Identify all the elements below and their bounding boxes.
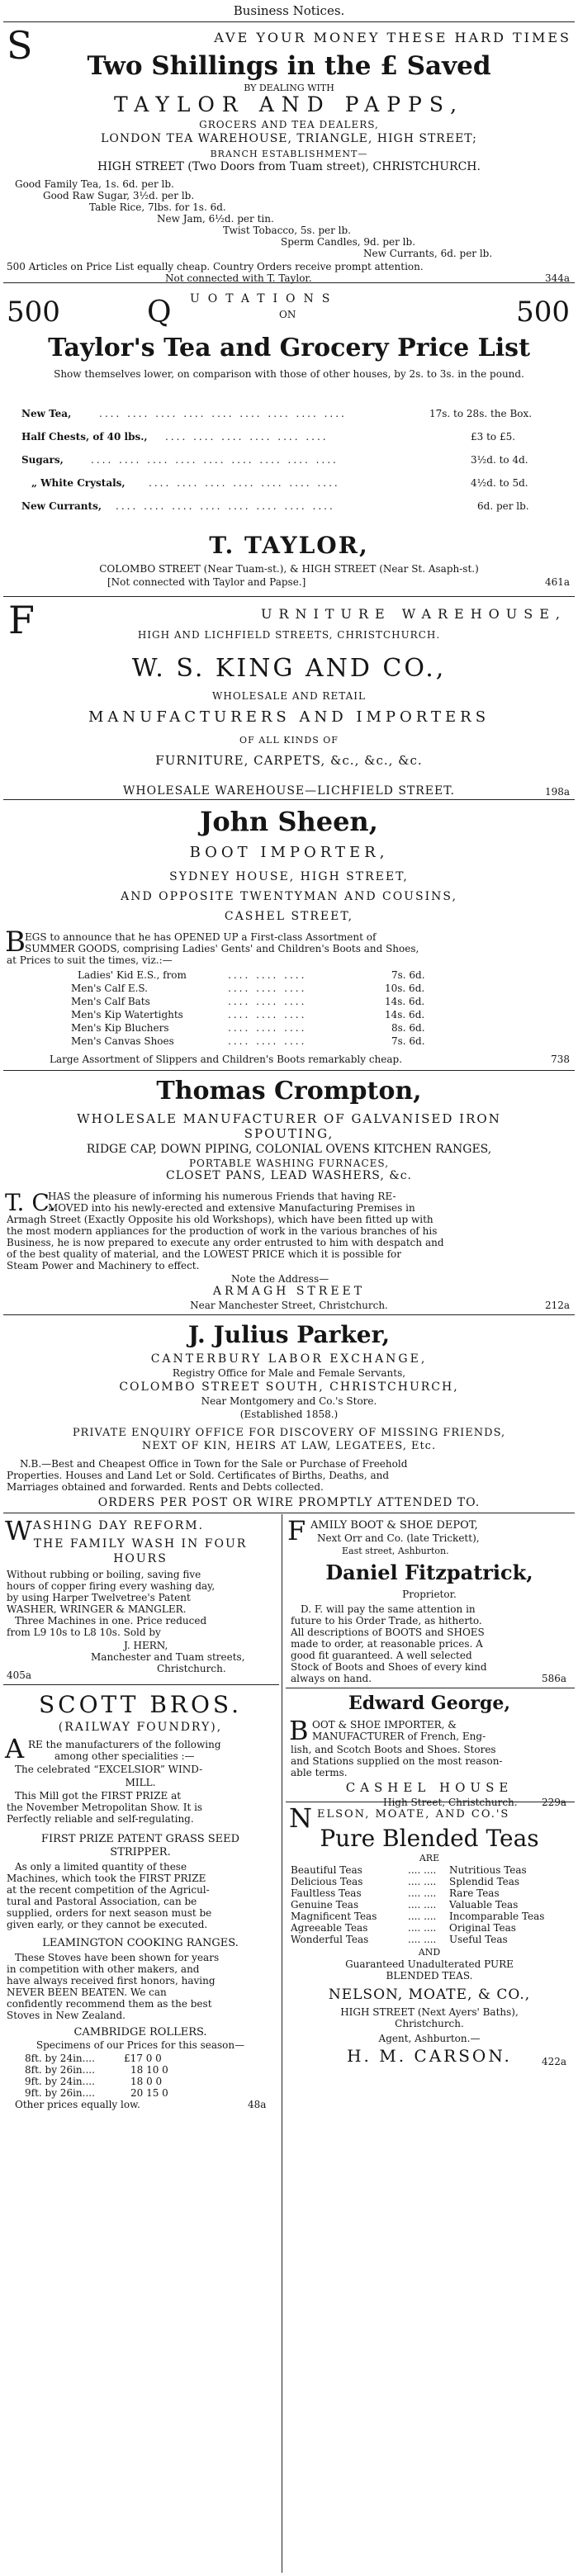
are-label: ARE xyxy=(419,1853,440,1863)
item: 9ft. by 24in.... xyxy=(25,2076,95,2087)
drop-cap: F xyxy=(8,598,35,642)
leader-dots: .... .... .... xyxy=(228,1009,307,1020)
drop-cap: B xyxy=(5,926,26,959)
trade: CLOSET PANS, LEAD WASHERS, &c. xyxy=(166,1169,412,1182)
body-text: MANUFACTURER of French, Eng- xyxy=(312,1731,486,1742)
title: Two Shillings in the £ Saved xyxy=(87,51,491,81)
subtitle: OF ALL KINDS OF xyxy=(239,735,339,746)
body-text: have always received first honors, having xyxy=(7,1975,216,1986)
headline: URNITURE WAREHOUSE, xyxy=(260,606,566,622)
firm-name: T. TAYLOR, xyxy=(209,532,369,559)
leader-dots: .... .... xyxy=(408,1922,437,1934)
leader-dots: .... .... .... .... .... .... xyxy=(165,431,329,443)
tea-item: Genuine Teas xyxy=(291,1899,359,1911)
ad-taylor-papps xyxy=(0,23,578,284)
section-heading: STRIPPER. xyxy=(110,1846,171,1859)
leader-dots: .... .... .... .... .... .... .... .... xyxy=(116,500,335,512)
body-text: The celebrated “EXCELSIOR” WIND- xyxy=(15,1764,203,1775)
tea-item: Original Teas xyxy=(449,1922,516,1934)
address: SYDNEY HOUSE, HIGH STREET, xyxy=(169,870,409,883)
ad-nelson-moate xyxy=(284,1803,575,2546)
trade: PORTABLE WASHING FURNACES, xyxy=(188,1158,390,1169)
body-text: Perfectly reliable and self-regulating. xyxy=(7,1813,194,1825)
body-text: Specimens of our Prices for this season— xyxy=(36,2039,245,2051)
item: Men's Kip Watertights xyxy=(71,1009,183,1020)
trade: SPOUTING, xyxy=(244,1126,334,1141)
item: „ White Crystals, xyxy=(31,477,126,489)
subtitle: WHOLESALE AND RETAIL xyxy=(212,690,366,702)
headline: HOURS xyxy=(113,1552,168,1565)
drop-cap: F xyxy=(287,1515,306,1546)
body-text: of the best quality of material, and the LOWEST PRICE which it is possible for xyxy=(7,1248,401,1260)
price: £3 to £5. xyxy=(471,431,516,443)
body-text: SUMMER GOODS, comprising Ladies' Gents' and Children's Boots and Shoes, xyxy=(25,943,419,954)
and-label: AND xyxy=(418,1947,441,1958)
subtitle: MANUFACTURERS AND IMPORTERS xyxy=(88,708,490,726)
intro: Show themselves lower, on comparison with those of other houses, by 2s. to 3s. in the pound. xyxy=(54,368,524,380)
price: 18 10 0 xyxy=(130,2064,168,2076)
ad-code: 586a xyxy=(541,1673,566,1684)
price: 14s. 6d. xyxy=(385,996,425,1007)
divider xyxy=(3,21,575,22)
address: AND OPPOSITE TWENTYMAN AND COUSINS, xyxy=(121,890,457,903)
item: 9ft. by 26in.... xyxy=(25,2087,95,2099)
leader-dots: .... .... xyxy=(408,1899,437,1911)
address: COLOMBO STREET SOUTH, CHRISTCHURCH, xyxy=(119,1380,459,1394)
address: Near Montgomery and Co.'s Store. xyxy=(201,1395,377,1407)
body-text: MOVED into his newly-erected and extensive Manufacturing Premises in xyxy=(48,1202,415,1214)
address: LONDON TEA WAREHOUSE, TRIANGLE, HIGH STREET; xyxy=(101,132,477,145)
body-text: and Stations supplied on the most reason- xyxy=(291,1755,503,1767)
tea-item: Useful Teas xyxy=(449,1934,508,1945)
page-header: Business Notices. xyxy=(233,3,345,18)
divider xyxy=(3,1684,279,1685)
body-text: HAS the pleasure of informing his numerous Friends that having RE- xyxy=(48,1191,396,1202)
guarantee: Guaranteed Unadulterated PURE xyxy=(345,1958,514,1970)
title: Pure Blended Teas xyxy=(320,1825,539,1852)
footnote: Not connected with T. Taylor. xyxy=(165,272,312,284)
body-text: good fit guaranteed. A well selected xyxy=(291,1650,472,1661)
body-text: lish, and Scotch Boots and Shoes. Stores xyxy=(291,1744,496,1755)
address: HIGH STREET (Next Ayers' Baths), xyxy=(340,2006,519,2018)
subtitle: GROCERS AND TEA DEALERS, xyxy=(199,119,379,130)
leader-dots: .... .... .... xyxy=(228,1022,307,1034)
address: High Street, Christchurch. xyxy=(383,1797,518,1808)
price: 3½d. to 4d. xyxy=(471,454,528,466)
trade: WHOLESALE MANUFACTURER OF GALVANISED IRON xyxy=(77,1111,501,1126)
agent-label: Agent, Ashburton.— xyxy=(378,2033,481,2044)
tea-item: Rare Teas xyxy=(449,1887,500,1899)
body-text: D. F. will pay the same attention in xyxy=(301,1603,476,1615)
price-item: Good Raw Sugar, 3½d. per lb. xyxy=(43,190,195,201)
price: £17 0 0 xyxy=(124,2053,162,2064)
body-text: given early, or they cannot be executed. xyxy=(7,1919,208,1930)
ad-code: 422a xyxy=(541,2056,566,2067)
trade: BOOT IMPORTER, xyxy=(189,844,389,861)
body-text: from L9 10s to L8 10s. Sold by xyxy=(7,1627,161,1638)
drop-cap: N xyxy=(289,1802,312,1834)
address: Near Manchester Street, Christchurch. xyxy=(190,1300,388,1311)
body-text: among other specialities :— xyxy=(54,1750,195,1762)
divider xyxy=(3,282,575,283)
branch-address: HIGH STREET (Two Doors from Tuam street), CHRISTCHURCH. xyxy=(97,160,481,173)
firm-name: Daniel Fitzpatrick, xyxy=(325,1560,533,1584)
ad-julius-parker xyxy=(0,1316,578,1493)
item: Sugars, xyxy=(21,454,64,466)
established: (Established 1858.) xyxy=(239,1409,339,1420)
price: 8s. 6d. xyxy=(391,1022,425,1034)
by-line: BY DEALING WITH xyxy=(244,83,334,93)
ad-taylor-price-list xyxy=(0,284,578,535)
leader-dots: .... .... xyxy=(408,1934,437,1945)
body-text: These Stoves have been shown for years xyxy=(15,1952,220,1963)
price: 7s. 6d. xyxy=(391,1035,425,1047)
drop-cap: Q xyxy=(147,296,172,329)
body-text: always on hand. xyxy=(291,1673,372,1684)
body-text: RE the manufacturers of the following xyxy=(28,1739,221,1750)
ad-taylor-footer xyxy=(0,520,578,594)
body-text: the most modern appliances for the production of work in the various branches of his xyxy=(7,1225,438,1237)
body-text: EGS to announce that he has OPENED UP a First-class Assortment of xyxy=(25,931,377,943)
item: New Tea, xyxy=(21,408,72,419)
body-text: Armagh Street (Exactly Opposite his old Workshops), which have been fitted up with xyxy=(7,1214,434,1225)
body-text: hours of copper firing every washing day, xyxy=(7,1580,216,1592)
agent-name: H. M. CARSON. xyxy=(347,2046,512,2066)
item: Half Chests, of 40 lbs., xyxy=(21,431,148,443)
body-text: Stock of Boots and Shoes of every kind xyxy=(291,1661,487,1673)
ad-code: 344a xyxy=(544,272,570,284)
body-text: Business, he is now prepared to execute any order entrusted to him with despatch and xyxy=(7,1237,444,1248)
ad-thomas-crompton xyxy=(0,1072,578,1319)
item: Ladies' Kid E.S., from xyxy=(78,969,187,981)
firm-name: W. S. KING AND CO., xyxy=(131,654,447,683)
divider xyxy=(3,596,575,597)
firm-name: SCOTT BROS. xyxy=(38,1691,243,1718)
tea-item: Beautiful Teas xyxy=(291,1864,362,1876)
address: Christchurch. xyxy=(395,2018,464,2029)
ad-code: 229a xyxy=(541,1797,566,1808)
enquiry: PRIVATE ENQUIRY OFFICE FOR DISCOVERY OF MISSING FRIENDS, xyxy=(72,1427,506,1439)
firm-name: TAYLOR AND PAPPS, xyxy=(113,92,465,116)
divider xyxy=(3,799,575,800)
trade: RIDGE CAP, DOWN PIPING, COLONIAL OVENS KITCHEN RANGES, xyxy=(86,1143,492,1156)
body-text: made to order, at reasonable prices. A xyxy=(291,1638,483,1650)
body-text: at the recent competition of the Agricul- xyxy=(7,1884,210,1896)
body-text: Steam Power and Machinery to effect. xyxy=(7,1260,200,1271)
body-text: supplied, orders for next season must be xyxy=(7,1907,212,1919)
goods: FURNITURE, CARPETS, &c., &c., &c. xyxy=(155,753,423,768)
tea-item: Splendid Teas xyxy=(449,1876,520,1887)
leader-dots: .... .... .... .... .... .... .... .... .... xyxy=(99,408,347,419)
note: Note the Address— xyxy=(231,1273,329,1285)
firm-name: J. Julius Parker, xyxy=(187,1321,391,1348)
body-text: at Prices to suit the times, viz.:— xyxy=(7,954,173,966)
price-item: New Currants, 6d. per lb. xyxy=(363,248,493,259)
leader-dots: .... .... xyxy=(408,1887,437,1899)
body-text: future to his Order Trade, as hitherto. xyxy=(291,1615,482,1627)
section-heading: CAMBRIDGE ROLLERS. xyxy=(73,2026,207,2039)
firm-name: John Sheen, xyxy=(200,806,378,837)
firm-name: Edward George, xyxy=(348,1693,511,1714)
price-item: Table Rice, 7lbs. for 1s. 6d. xyxy=(89,201,226,213)
body-text: in competition with other makers, and xyxy=(7,1963,200,1975)
orders-line: ORDERS PER POST OR WIRE PROMPTLY ATTENDED TO. xyxy=(97,1496,481,1509)
price: 6d. per lb. xyxy=(477,500,529,512)
address: Manchester and Tuam streets, xyxy=(91,1651,245,1663)
ad-code: 48a xyxy=(248,2099,267,2110)
item: New Currants, xyxy=(21,500,102,512)
address: COLOMBO STREET (Near Tuam-st.), & HIGH STREET (Near St. Asaph-st.) xyxy=(99,563,479,575)
section-heading: LEAMINGTON COOKING RANGES. xyxy=(42,1937,239,1949)
item: 8ft. by 24in.... xyxy=(25,2053,95,2064)
body-text: confidently recommend them as the best xyxy=(7,1998,212,2010)
price-item: Sperm Candles, 9d. per lb. xyxy=(281,236,416,248)
body-text: Without rubbing or boiling, saving five xyxy=(7,1569,201,1580)
body-text: Machines, which took the FIRST PRIZE xyxy=(7,1873,206,1884)
item: Men's Calf Bats xyxy=(71,996,150,1007)
address: CASHEL HOUSE xyxy=(345,1780,514,1795)
tea-item: Valuable Teas xyxy=(449,1899,519,1911)
price: 7s. 6d. xyxy=(391,969,425,981)
tea-item: Delicious Teas xyxy=(291,1876,363,1887)
branch-label: BRANCH ESTABLISHMENT— xyxy=(210,149,368,159)
leader-dots: .... .... xyxy=(408,1864,437,1876)
footnote: 500 Articles on Price List equally cheap. Country Orders receive prompt attention. xyxy=(7,261,424,272)
subtitle: CANTERBURY LABOR EXCHANGE, xyxy=(150,1352,428,1366)
drop-cap: S xyxy=(7,23,33,68)
price: 14s. 6d. xyxy=(385,1009,425,1020)
guarantee: BLENDED TEAS. xyxy=(386,1970,473,1982)
body-text: Properties. Houses and Land Let or Sold. Certificates of Births, Deaths, and xyxy=(7,1470,390,1481)
body-text: N.B.—Best and Cheapest Office in Town for the Sale or Purchase of Freehold xyxy=(20,1458,408,1470)
body-text: OOT & SHOE IMPORTER, & xyxy=(312,1719,457,1731)
footnote: Large Assortment of Slippers and Children's Boots remarkably cheap. xyxy=(50,1054,403,1065)
tea-item: Wonderful Teas xyxy=(291,1934,369,1945)
price: 4½d. to 5d. xyxy=(471,477,528,489)
headline: AVE YOUR MONEY THESE HARD TIMES xyxy=(214,30,571,45)
body-text: by using Harper Twelvetree's Patent xyxy=(7,1592,191,1603)
footnote: Other prices equally low. xyxy=(15,2099,140,2110)
body-text: WASHER, WRINGER & MANGLER. xyxy=(7,1603,187,1615)
tea-item: Faultless Teas xyxy=(291,1887,362,1899)
headline: AMILY BOOT & SHOE DEPOT, xyxy=(310,1519,478,1532)
item: Men's Calf E.S. xyxy=(71,983,148,994)
title: Taylor's Tea and Grocery Price List xyxy=(48,334,530,362)
ad-code: 212a xyxy=(544,1300,570,1311)
leader-dots: .... .... .... .... .... .... .... xyxy=(149,477,340,489)
headline: ASHING DAY REFORM. xyxy=(33,1519,205,1532)
warehouse: WHOLESALE WAREHOUSE—LICHFIELD STREET. xyxy=(123,784,455,798)
number: 500 xyxy=(516,296,570,329)
note: [Not connected with Taylor and Papse.] xyxy=(107,576,306,588)
leader-dots: .... .... .... xyxy=(228,969,307,981)
body-text: tural and Pastoral Association, can be xyxy=(7,1896,197,1907)
headline: THE FAMILY WASH IN FOUR xyxy=(33,1537,248,1551)
body-text: This Mill got the FIRST PRIZE at xyxy=(15,1790,182,1802)
price: 17s. to 28s. the Box. xyxy=(429,408,533,419)
body-text: the November Metropolitan Show. It is xyxy=(7,1802,203,1813)
tea-item: Magnificent Teas xyxy=(291,1911,377,1922)
leader-dots: .... .... .... xyxy=(228,983,307,994)
drop-cap: A xyxy=(5,1733,25,1764)
quotations: UOTATIONS xyxy=(190,292,339,305)
address: ARMAGH STREET xyxy=(212,1285,366,1298)
body-text: As only a limited quantity of these xyxy=(15,1861,187,1873)
agent: J. HERN, xyxy=(124,1640,168,1651)
leader-dots: .... .... .... xyxy=(228,996,307,1007)
body-text: MILL. xyxy=(125,1777,156,1788)
divider xyxy=(3,1070,575,1071)
proprietor: Proprietor. xyxy=(402,1589,457,1600)
firm-name: Thomas Crompton, xyxy=(156,1077,422,1106)
address: Christchurch. xyxy=(157,1663,226,1674)
body-text: Stoves in New Zealand. xyxy=(7,2010,126,2021)
drop-cap: W xyxy=(5,1515,32,1546)
price-item: Twist Tobacco, 5s. per lb. xyxy=(223,225,351,236)
item: Men's Kip Bluchers xyxy=(71,1022,169,1034)
ad-code: 738 xyxy=(551,1054,570,1065)
price-item: Good Family Tea, 1s. 6d. per lb. xyxy=(15,178,174,190)
price-item: New Jam, 6½d. per tin. xyxy=(157,213,274,225)
headline: ELSON, MOATE, AND CO.'S xyxy=(317,1808,510,1821)
address: East street, Ashburton. xyxy=(342,1546,449,1556)
leader-dots: .... .... .... xyxy=(228,1035,307,1047)
body-text: Three Machines in one. Price reduced xyxy=(15,1615,207,1627)
firm-name: NELSON, MOATE, & CO., xyxy=(328,1986,531,2003)
section-heading: FIRST PRIZE PATENT GRASS SEED xyxy=(40,1833,240,1845)
leader-dots: .... .... .... .... .... .... .... .... .... xyxy=(91,454,339,466)
ad-code: 461a xyxy=(544,576,570,588)
body-text: able terms. xyxy=(291,1767,348,1778)
price: 10s. 6d. xyxy=(385,983,425,994)
subtitle: (RAILWAY FOUNDRY), xyxy=(58,1721,223,1734)
tea-item: Agreeable Teas xyxy=(291,1922,368,1934)
address: HIGH AND LICHFIELD STREETS, CHRISTCHURCH. xyxy=(137,629,441,641)
leader-dots: .... .... xyxy=(408,1911,437,1922)
divider xyxy=(3,1314,575,1315)
price: 20 15 0 xyxy=(130,2087,168,2099)
on-label: ON xyxy=(279,309,296,320)
tea-item: Incomparable Teas xyxy=(449,1911,545,1922)
body-text: Marriages obtained and forwarded. Rents and Debts collected. xyxy=(7,1481,324,1493)
number: 500 xyxy=(7,296,60,329)
item: Men's Canvas Shoes xyxy=(71,1035,174,1047)
body-text: NEVER BEEN BEATEN. We can xyxy=(7,1986,167,1998)
leader-dots: .... .... xyxy=(408,1876,437,1887)
price: 18 0 0 xyxy=(130,2076,163,2087)
tea-item: Nutritious Teas xyxy=(449,1864,527,1876)
body-text: All descriptions of BOOTS and SHOES xyxy=(291,1627,485,1638)
address: Next Orr and Co. (late Trickett), xyxy=(317,1532,480,1544)
address: CASHEL STREET, xyxy=(224,910,354,923)
drop-cap: B xyxy=(289,1715,309,1746)
drop-cap: T. C. xyxy=(5,1189,56,1216)
enquiry: NEXT OF KIN, HEIRS AT LAW, LEGATEES, Etc. xyxy=(141,1440,437,1452)
ad-code: 198a xyxy=(544,786,570,798)
ad-code: 405a xyxy=(7,1669,32,1681)
item: 8ft. by 26in.... xyxy=(25,2064,95,2076)
subtitle: Registry Office for Male and Female Servants, xyxy=(172,1367,406,1379)
ad-scott-bros xyxy=(0,1688,281,2571)
